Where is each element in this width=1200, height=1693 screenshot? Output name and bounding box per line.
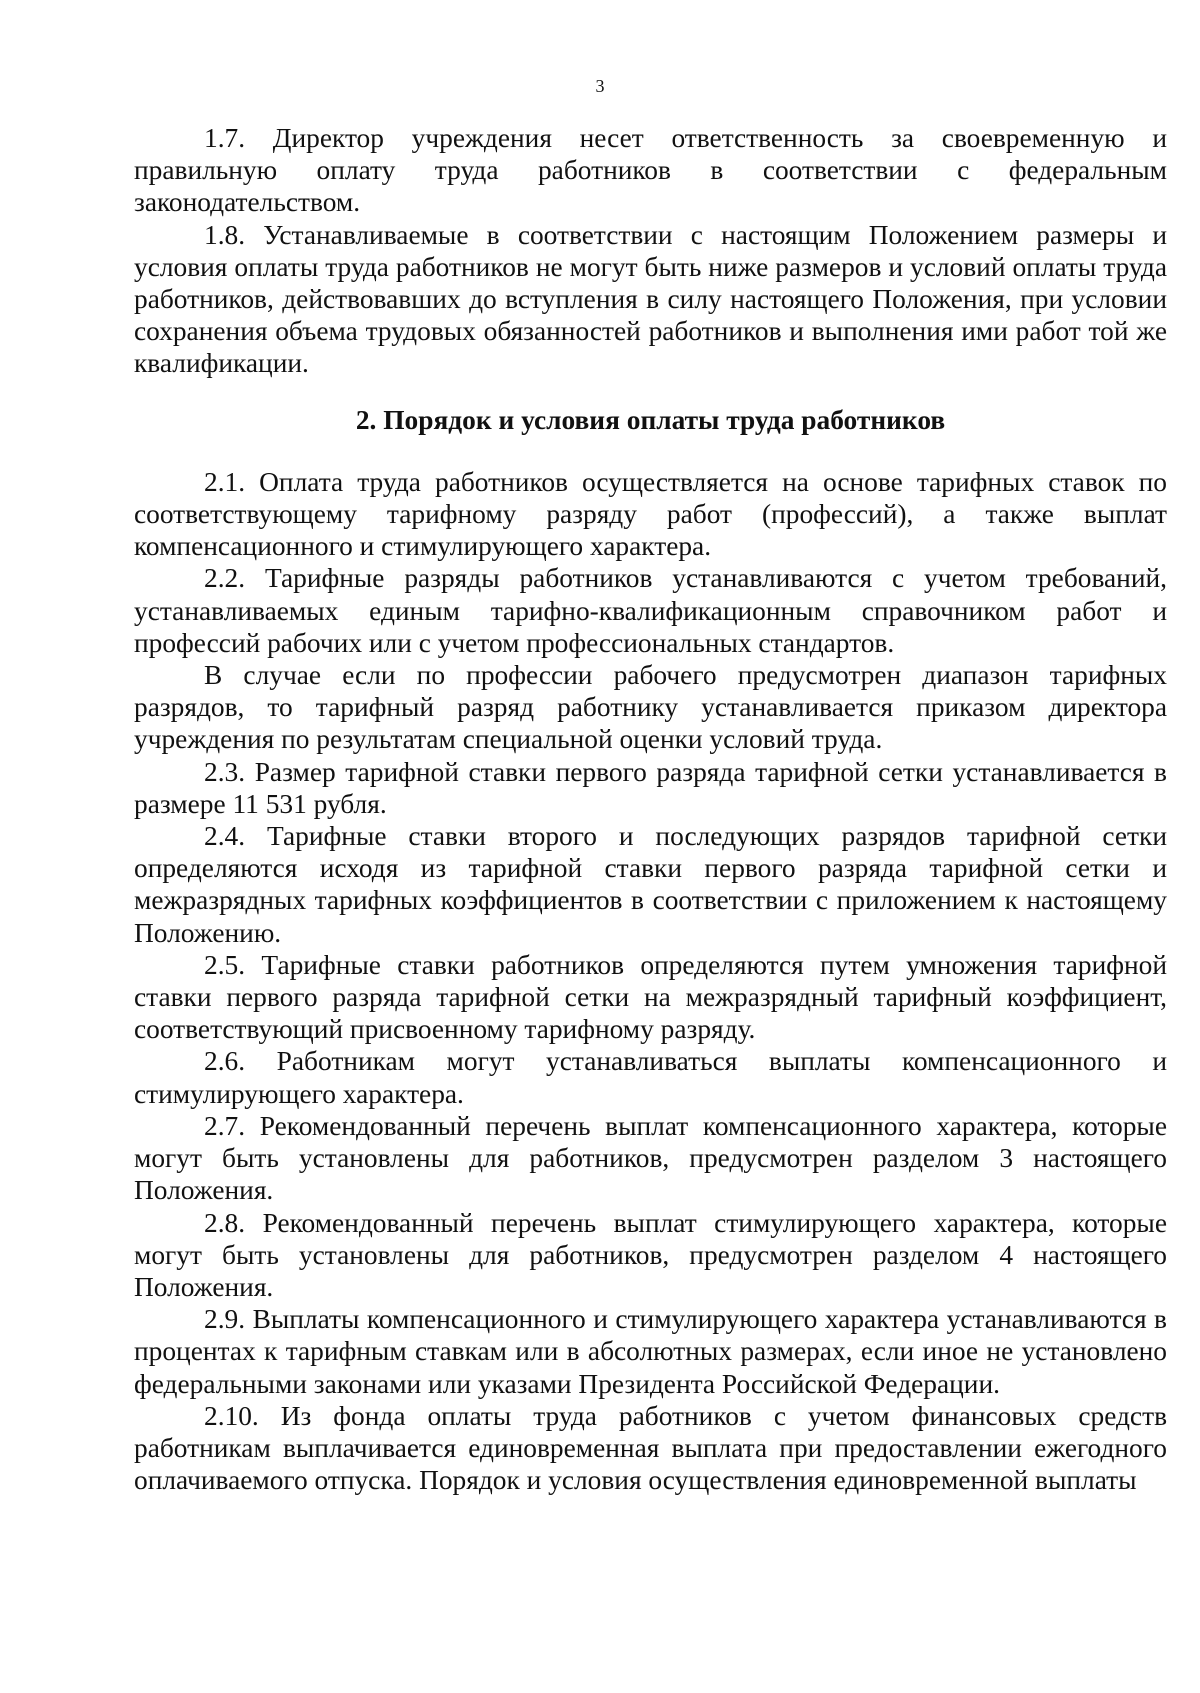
paragraph-2-8: 2.8. Рекомендованный перечень выплат стимулирующего характера, которые могут быть установлены для работников, предусмотрен разделом 4 настоящего Положения. (134, 1207, 1167, 1302)
paragraph-2-2: 2.2. Тарифные разряды работников устанавливаются с учетом требований, устанавливаемых единым тарифно-квалификационным справочником работ и профессий рабочих или с учетом профессиональных стандартов. (134, 563, 1167, 658)
paragraph-2-4: 2.4. Тарифные ставки второго и последующих разрядов тарифной сетки определяются исходя из тарифной ставки первого разряда тарифной сетки и межразрядных тарифных коэффициентов в соответствии с приложением к настоящему Положению. (134, 821, 1167, 948)
paragraph-2-10: 2.10. Из фонда оплаты труда работников с учетом финансовых средств работникам выплачивается единовременная выплата при предоставлении ежегодного оплачиваемого отпуска. Порядок и условия осуществления единовременной выплаты (134, 1400, 1167, 1496)
page-number: 3 (595, 76, 605, 96)
paragraph-2-7: 2.7. Рекомендованный перечень выплат компенсационного характера, которые могут быть установлены для работников, предусмотрен разделом 3 настоящего Положения. (134, 1110, 1167, 1206)
paragraph-2-5: 2.5. Тарифные ставки работников определяются путем умножения тарифной ставки первого разряда тарифной сетки на межразрядный тарифный коэффициент, соответствующий присвоенному тарифному разряду. (134, 949, 1167, 1045)
document-body (134, 122, 1167, 1496)
section-heading: 2. Порядок и условия оплаты труда работников (355, 404, 946, 435)
paragraph-1-8: 1.8. Устанавливаемые в соответствии с настоящим Положением размеры и условия оплаты труда работников не могут быть ниже размеров и условий оплаты труда работников, действовавших до вступления в силу настоящего Положения, при условии сохранения объема трудовых обязанностей работников и выполнения ими работ той же квалификации. (134, 219, 1167, 379)
paragraph-2-3: 2.3. Размер тарифной ставки первого разряда тарифной сетки устанавливается в размере 11 531 рубля. (134, 756, 1167, 819)
paragraph-2-6: 2.6. Работникам могут устанавливаться выплаты компенсационного и стимулирующего характера. (134, 1046, 1167, 1109)
paragraph-2-1: 2.1. Оплата труда работников осуществляется на основе тарифных ставок по соответствующему тарифному разряду работ (профессий), а также выплат компенсационного и стимулирующего характера. (134, 466, 1167, 562)
paragraph-2-9: 2.9. Выплаты компенсационного и стимулирующего характера устанавливаются в процентах к тарифным ставкам или в абсолютных размерах, если иное не установлено федеральными законами или указами Президента Российской Федерации. (134, 1304, 1167, 1399)
paragraph-1-7: 1.7. Директор учреждения несет ответственность за своевременную и правильную оплату труда работников в соответствии с федеральным законодательством. (134, 123, 1167, 218)
paragraph-2-2-continued: В случае если по профессии рабочего предусмотрен диапазон тарифных разрядов, то тарифный разряд работнику устанавливается приказом директора учреждения по результатам специальной оценки условий труда. (134, 660, 1167, 755)
